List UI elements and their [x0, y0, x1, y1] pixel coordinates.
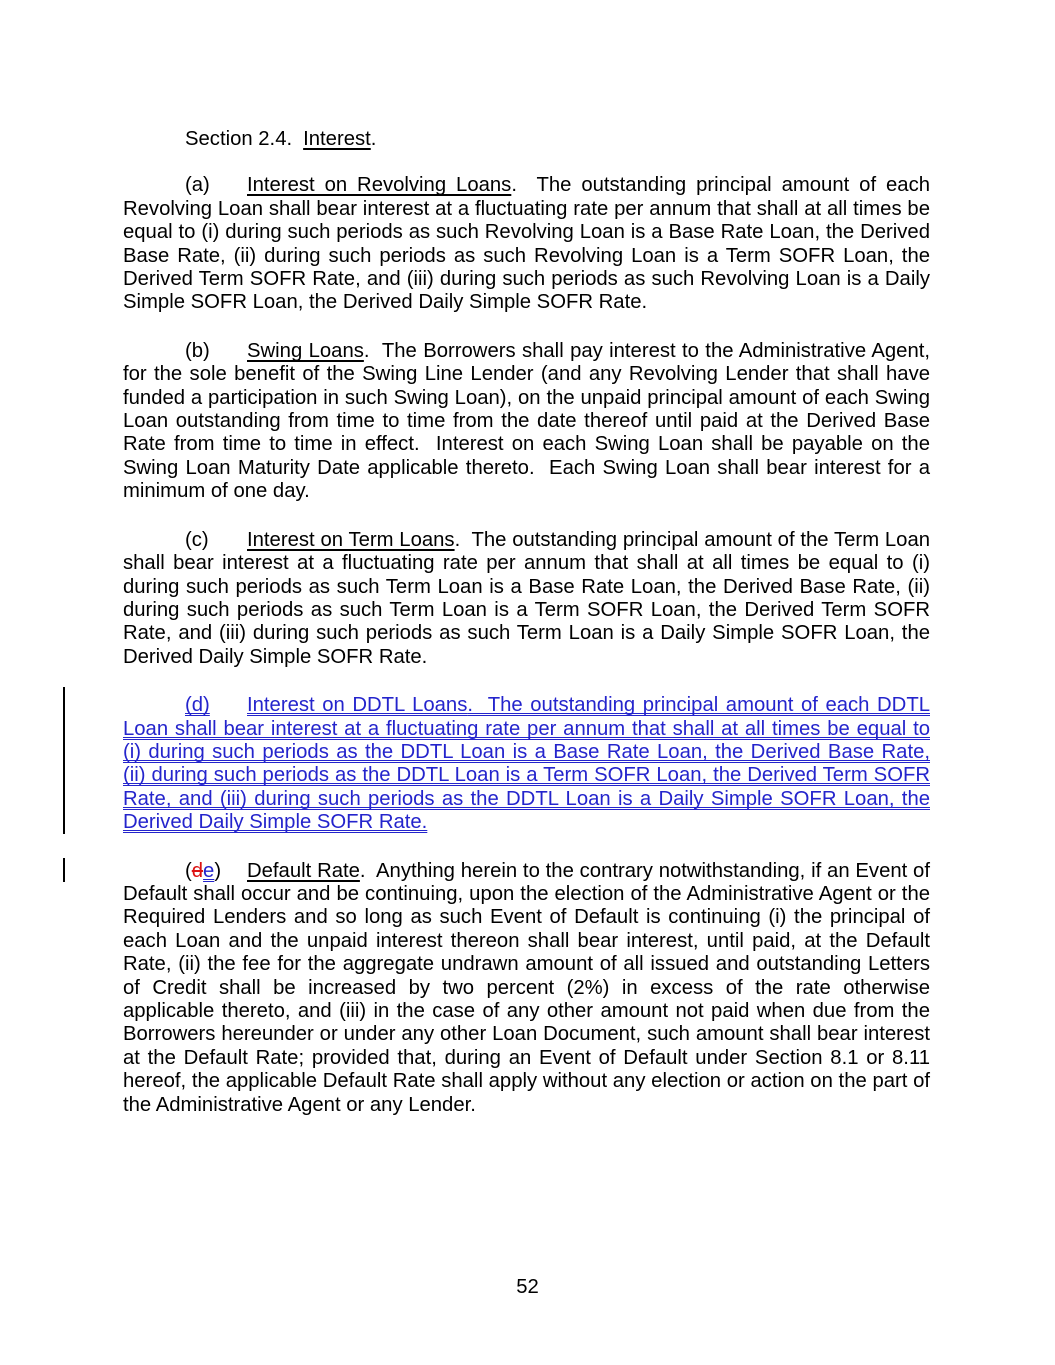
section-heading-prefix: Section 2.4.: [185, 128, 293, 150]
label-segment: d: [191, 859, 204, 882]
paragraph-e: (de) Default Rate. Anything herein to the contrary notwithstanding, if an Event of Default shall occur and be continuing, upon the election of the Administrative Agent or the Required Lenders and so long as such Event of Default is continuing (i) the principal of each Loan and the unpaid interest thereon shall bear interest, until paid, at the Default Rate, (ii) the fee for the aggregate undrawn amount of all issued and outstanding Letters of Credit shall be increased by two percent (2%) in excess of the rate otherwise applicable thereto, and (iii) in the case of any other amount not paid when due from the Borrowers hereunder or under any other Loan Document, such amount shall bear interest at the Default Rate; provided that, during an Event of Default under Section 8.1 or 8.11 hereof, the applicable Default Rate shall apply without any election or action on the part of the Administrative Agent or any Lender.: [123, 859, 930, 1116]
paragraph-label-c: [185, 529, 247, 552]
paragraph-d: (d) Interest on DDTL Loans. The outstanding principal amount of each DDTL Loan shall bear interest at a fluctuating rate per annum that shall at all times be equal to (i) during such periods as the DDTL Loan is a Base Rate Loan, the Derived Base Rate, (ii) during such periods as the DDTL Loan is a Term SOFR Loan, the Derived Term SOFR Rate, and (iii) during such periods as the DDTL Loan is a Daily Simple SOFR Loan, the Derived Daily Simple SOFR Rate.: [123, 694, 930, 834]
label-segment: (b): [185, 339, 210, 362]
paragraph-c: (c) Interest on Term Loans. The outstanding principal amount of the Term Loan shall bear interest at a fluctuating rate per annum that shall at all times be equal to (i) during such periods as such Term Loan is a Base Rate Loan, the Derived Base Rate, (ii) during such periods as such Term Loan is a Term SOFR Loan, the Derived Term SOFR Rate, and (iii) during such periods as such Term Loan is a Daily Simple SOFR Loan, the Derived Daily Simple SOFR Rate.: [123, 528, 931, 668]
paragraph-heading-a: Interest on Revolving Loans: [247, 174, 512, 197]
document-content: [123, 128, 930, 1117]
paragraphs-container: [123, 174, 930, 1117]
section-heading-suffix: .: [370, 128, 377, 150]
paragraph-heading-c: Interest on Term Loans: [247, 528, 455, 551]
paragraph-label-b: [185, 340, 247, 363]
page-number: 52: [516, 1276, 539, 1298]
paragraph-heading-b: Swing Loans: [247, 339, 364, 362]
label-segment: (c): [185, 528, 209, 551]
label-segment: e: [203, 859, 215, 882]
paragraph-a: (a) Interest on Revolving Loans. The outstanding principal amount of each Revolving Loan shall bear interest at a fluctuating rate per annum that shall at all times be equal to (i) during such periods as such Revolving Loan is a Base Rate Loan, the Derived Base Rate, (ii) during such periods as such Revolving Loan is a Term SOFR Loan, the Derived Term SOFR Rate, and (iii) during such periods as such Revolving Loan is a Daily Simple SOFR Loan, the Derived Daily Simple SOFR Rate.: [123, 174, 930, 314]
paragraph-heading-d: Interest on DDTL Loans: [247, 694, 468, 717]
change-bar-e: [63, 858, 65, 882]
paragraph-label-d: [185, 694, 247, 717]
section-heading: [123, 128, 930, 151]
label-segment: (a): [185, 174, 210, 197]
paragraph-heading-e: Default Rate: [247, 859, 360, 882]
label-segment: (: [185, 859, 192, 882]
label-segment: ): [214, 859, 222, 882]
label-segment: (d): [185, 694, 210, 717]
paragraph-label-e: [185, 860, 247, 883]
paragraph-b: (b) Swing Loans. The Borrowers shall pay interest to the Administrative Agent, for the sole benefit of the Swing Line Lender (and any Revolving Lender that shall have funded a participation in such Swing Loan), on the unpaid principal amount of each Swing Loan outstanding from time to time from the date thereof until paid at the Derived Base Rate from time to time in effect. Interest on each Swing Loan shall be payable on the Swing Loan Maturity Date applicable thereto. Each Swing Loan shall bear interest for a minimum of one day.: [123, 339, 930, 503]
paragraph-label-a: [185, 174, 247, 197]
change-bar-d: [63, 687, 65, 834]
section-heading-title: Interest: [303, 128, 371, 150]
